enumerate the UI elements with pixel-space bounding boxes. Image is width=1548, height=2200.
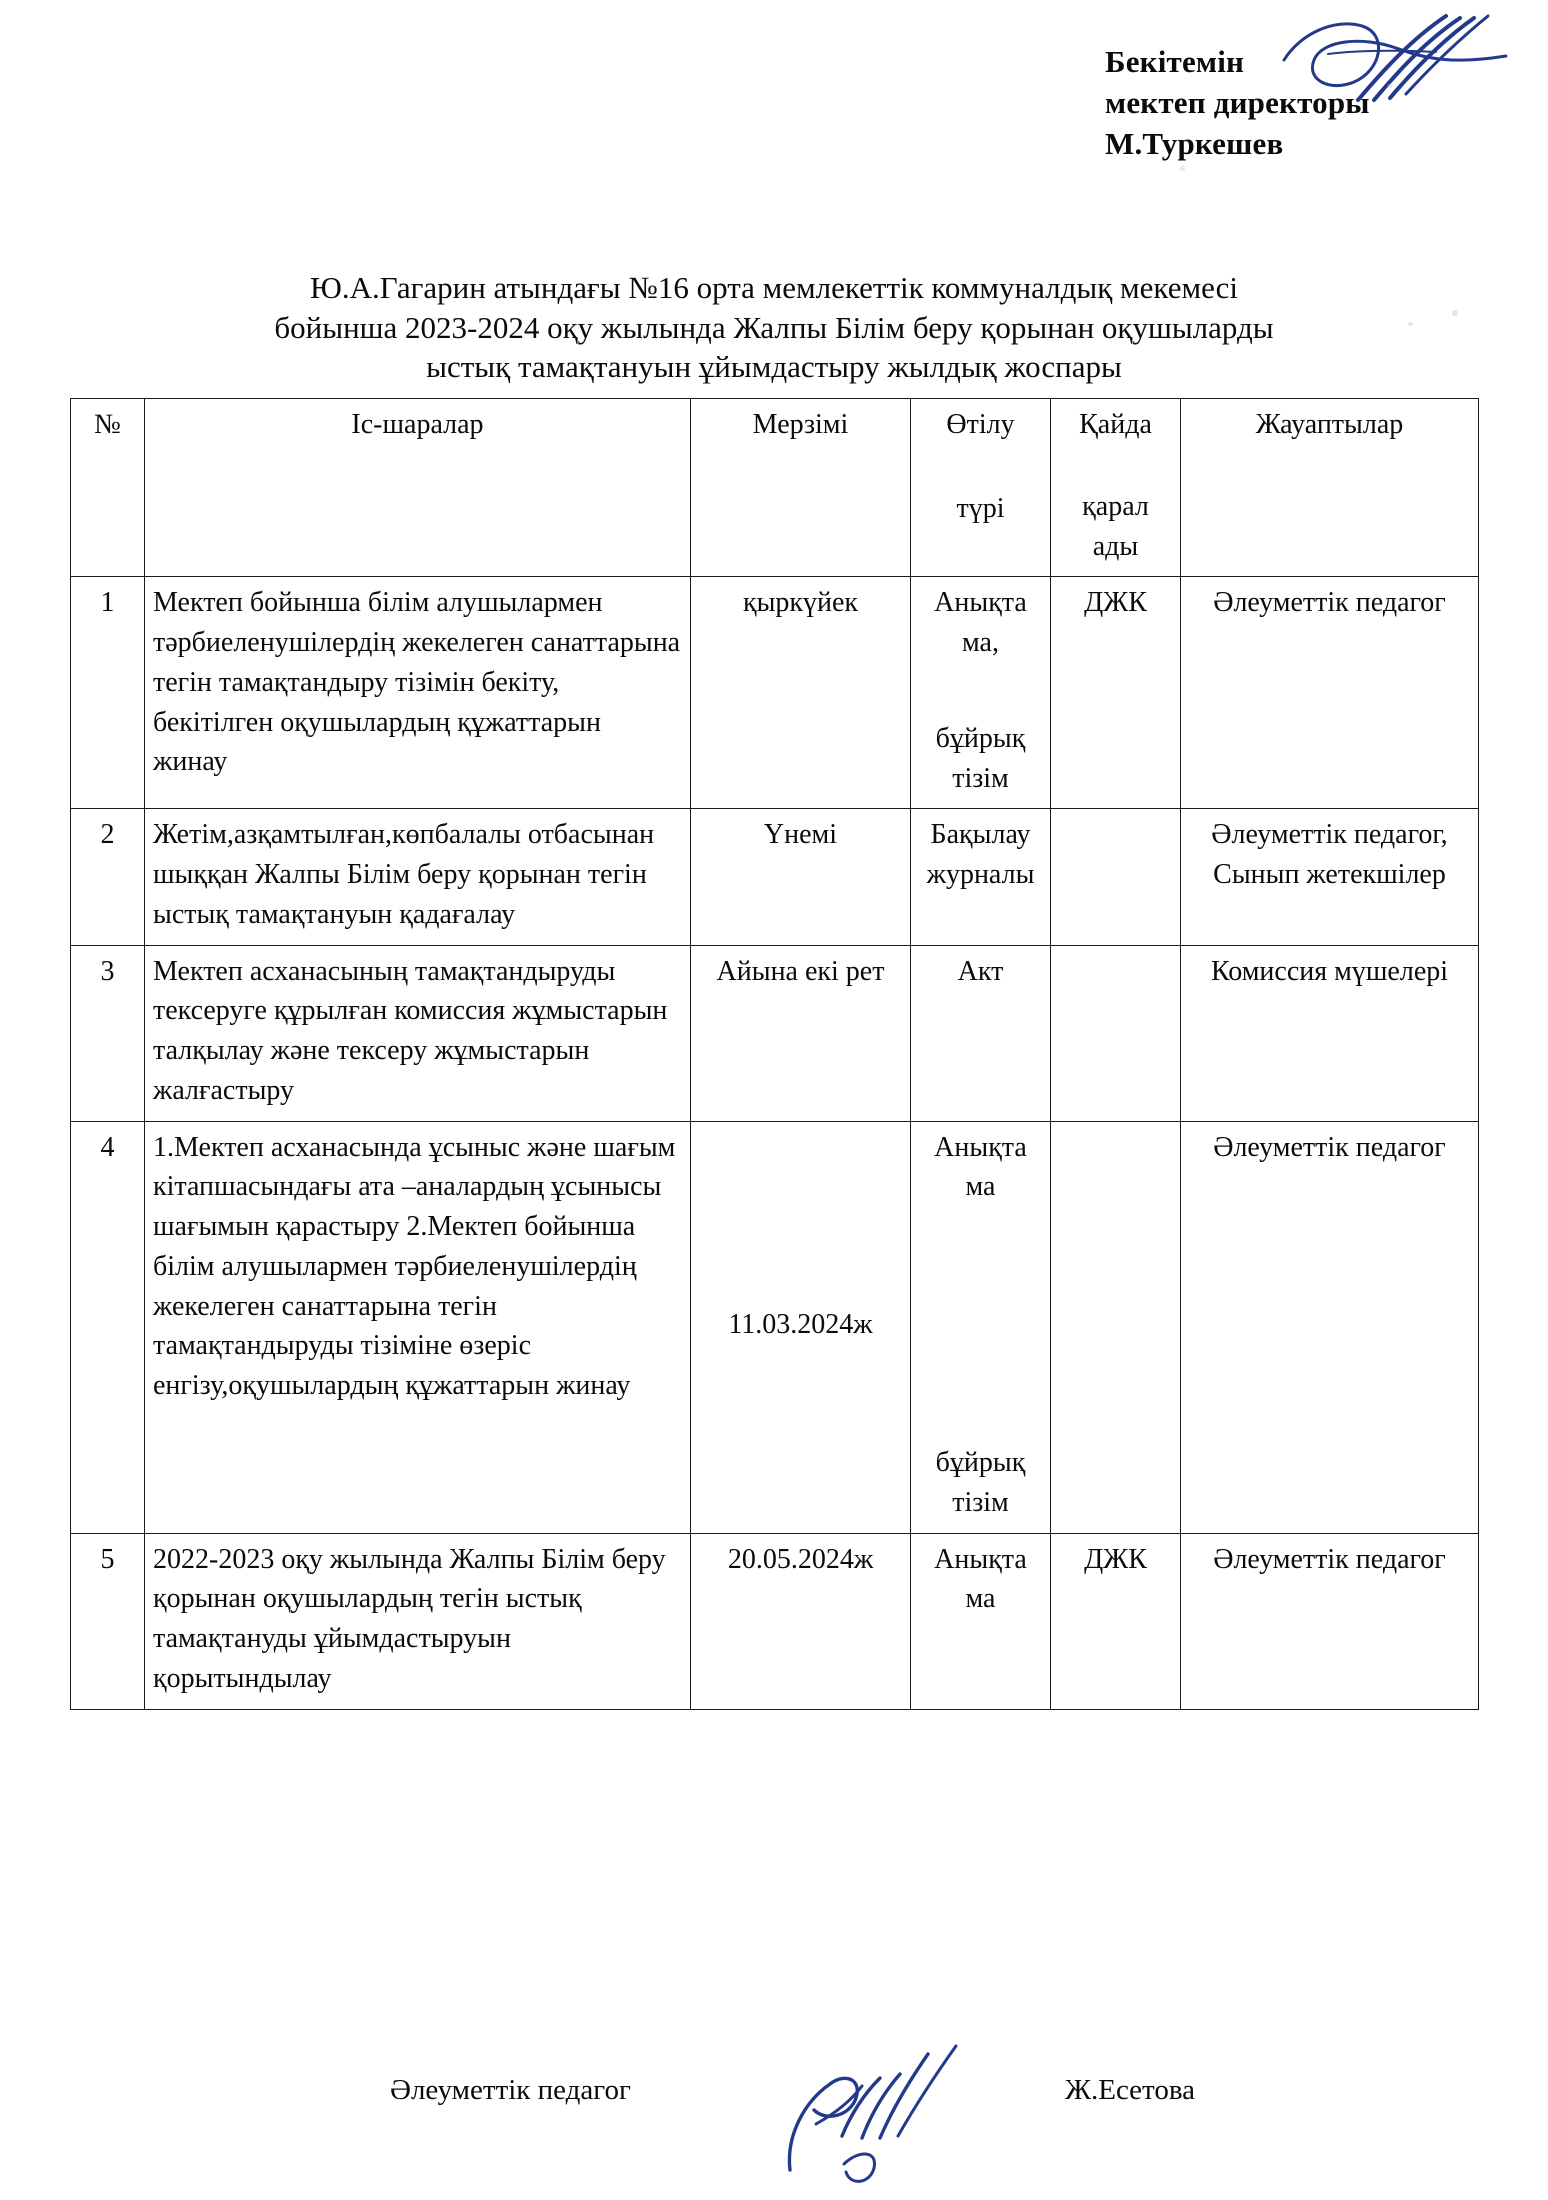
row-number: 2 bbox=[71, 809, 145, 945]
table-row bbox=[71, 1121, 1479, 1533]
row-term: 20.05.2024ж bbox=[691, 1533, 911, 1709]
row-activity: 2022-2023 оқу жылында Жалпы Білім беру қорынан оқушылардың тегін ыстық тамақтануды ұйымдастыруын қорытындылау bbox=[145, 1533, 691, 1709]
row-term: Үнемі bbox=[691, 809, 911, 945]
column-header-where-line-2: қарал bbox=[1082, 490, 1149, 522]
row-term: Айына екі рет bbox=[691, 945, 911, 1121]
column-header-no: № bbox=[71, 399, 145, 577]
approval-line-1: Бекітемін bbox=[1105, 44, 1245, 79]
plan-table bbox=[70, 398, 1479, 1710]
column-header-where-line-3: ады bbox=[1092, 530, 1139, 562]
page-title-line-3: ыстық тамақтануын ұйымдастыру жылдық жоспары bbox=[426, 349, 1122, 385]
row-type: Акт bbox=[911, 945, 1051, 1121]
row-type: Анықта ма bbox=[911, 1533, 1051, 1709]
column-header-type-line-2: түрі bbox=[956, 492, 1005, 524]
page-title-line-2: бойынша 2023-2024 оқу жылында Жалпы Білім беру қорынан оқушыларды bbox=[274, 309, 1274, 345]
row-type: Бақылау журналы bbox=[911, 809, 1051, 945]
column-header-where bbox=[1051, 399, 1181, 577]
row-activity-part-1: 1.Мектеп асханасында ұсыныс және шағым кітапшасындағы ата –аналардың ұсынысы шағымын қарастыру bbox=[153, 1131, 676, 1242]
row-where bbox=[1051, 945, 1181, 1121]
row-where bbox=[1051, 1121, 1181, 1533]
row-number: 3 bbox=[71, 945, 145, 1121]
row-activity: Жетім,азқамтылған,көпбалалы отбасынан шыққан Жалпы Білім беру қорынан тегін ыстық тамақтануын қадағалау bbox=[145, 809, 691, 945]
row-activity: Мектеп асханасының тамақтандыруды тексеруге құрылған комиссия жұмыстарын талқылау және тексеру жұмыстарын жалғастыру bbox=[145, 945, 691, 1121]
scan-speck bbox=[1388, 84, 1392, 88]
row-responsible: Комиссия мүшелері bbox=[1181, 945, 1479, 1121]
row-responsible: Әлеуметтік педагог bbox=[1181, 577, 1479, 809]
row-type bbox=[911, 1121, 1051, 1533]
row-type-top: Анықта ма bbox=[934, 1131, 1027, 1203]
approval-block bbox=[1105, 42, 1525, 165]
row-term: қыркүйек bbox=[691, 577, 911, 809]
table-body bbox=[71, 577, 1479, 1709]
scan-speck bbox=[1408, 322, 1413, 326]
footer-role-label: Әлеуметтік педагог bbox=[390, 2074, 631, 2106]
row-responsible: Әлеуметтік педагог, Сынып жетекшілер bbox=[1181, 809, 1479, 945]
row-where: ДЖК bbox=[1051, 577, 1181, 809]
row-number: 5 bbox=[71, 1533, 145, 1709]
approval-line-3: М.Туркешев bbox=[1105, 125, 1284, 161]
teacher-signature-icon bbox=[770, 2040, 1000, 2190]
row-activity-part-2: 2.Мектеп бойынша білім алушылармен тәрбиеленушілердің жекелеген санаттарына тегін тамақтандыруды тізіміне өзеріс енгізу,оқушылардың құжаттарын жинау bbox=[153, 1211, 637, 1401]
row-number: 4 bbox=[71, 1121, 145, 1533]
page-title-line-1: Ю.А.Гагарин атындағы №16 орта мемлекеттік коммуналдық мекемесі bbox=[309, 270, 1239, 305]
column-header-term: Мерзімі bbox=[691, 399, 911, 577]
table-header-row bbox=[71, 399, 1479, 577]
column-header-activities: Іс-шаралар bbox=[145, 399, 691, 577]
column-header-where-line-1: Қайда bbox=[1079, 409, 1152, 440]
row-type bbox=[911, 577, 1051, 809]
footer-signer-name: Ж.Есетова bbox=[1065, 2074, 1196, 2106]
row-responsible: Әлеуметтік педагог bbox=[1181, 1533, 1479, 1709]
row-type-gap bbox=[919, 663, 1042, 719]
column-header-type-line-1: Өтілу bbox=[946, 409, 1015, 440]
column-header-type bbox=[911, 399, 1051, 577]
row-activity: Мектеп бойынша білім алушылармен тәрбиеленушілердің жекелеген санаттарына тегін тамақтандыру тізімін бекіту, бекітілген оқушылардың құжаттарын жинау bbox=[145, 577, 691, 809]
footer-signature-block bbox=[70, 2052, 1478, 2172]
row-activity bbox=[145, 1121, 691, 1533]
column-header-responsible: Жауаптылар bbox=[1181, 399, 1479, 577]
scan-speck bbox=[1452, 310, 1458, 316]
row-where: ДЖК bbox=[1051, 1533, 1181, 1709]
plan-table-wrapper bbox=[70, 398, 1478, 1710]
table-header bbox=[71, 399, 1479, 577]
row-number: 1 bbox=[71, 577, 145, 809]
page-title bbox=[74, 268, 1474, 387]
row-where bbox=[1051, 809, 1181, 945]
row-type-top: Анықта ма, bbox=[934, 587, 1027, 658]
scan-speck bbox=[1180, 166, 1185, 171]
row-term: 11.03.2024ж bbox=[691, 1121, 911, 1533]
approval-line-2: мектеп директоры bbox=[1105, 84, 1370, 120]
table-row bbox=[71, 945, 1479, 1121]
table-row bbox=[71, 1533, 1479, 1709]
table-row bbox=[71, 809, 1479, 945]
table-row bbox=[71, 577, 1479, 809]
row-type-bottom: бұйрық тізім bbox=[935, 722, 1026, 794]
row-type-gap bbox=[919, 1207, 1042, 1443]
row-type-bottom: бұйрық тізім bbox=[935, 1447, 1026, 1518]
row-responsible: Әлеуметтік педагог bbox=[1181, 1121, 1479, 1533]
